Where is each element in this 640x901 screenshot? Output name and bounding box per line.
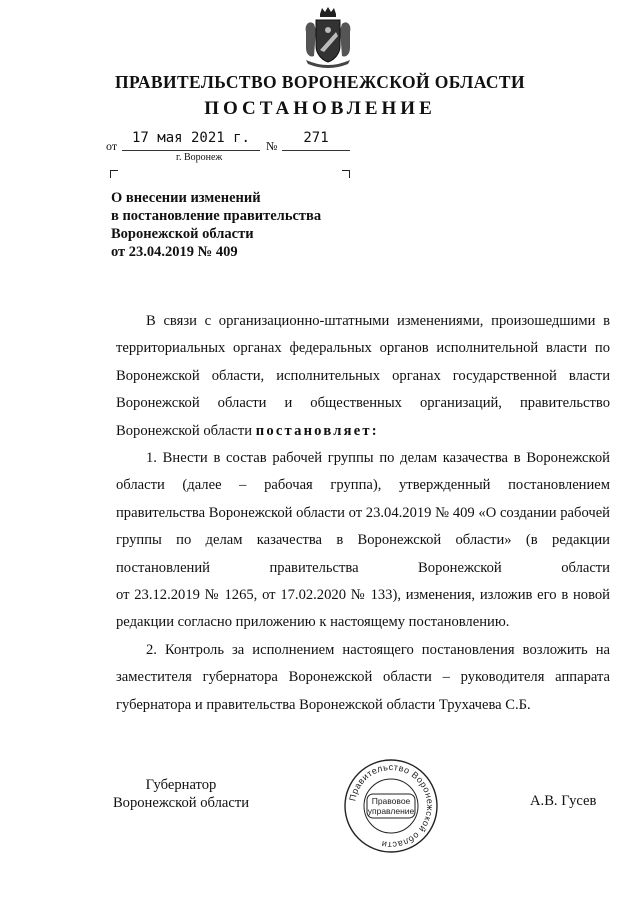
signatory-position-line-1: Губернатор	[145, 777, 217, 793]
signatory-position-line-2: Воронежской области	[112, 795, 250, 811]
official-seal-icon	[343, 758, 439, 854]
city-label: г. Воронеж	[176, 152, 223, 163]
right-corner-mark	[342, 170, 350, 178]
subject-line-2: в постановление правительства	[111, 208, 322, 224]
resolves-word: постановляет:	[255, 422, 379, 439]
document-number: 271	[303, 130, 329, 146]
date-from-label: от	[106, 139, 118, 153]
coat-of-arms-icon	[300, 6, 356, 72]
number-label: №	[266, 139, 278, 153]
signatory-name: А.В. Гусев	[530, 793, 597, 809]
subject-line-3: Воронежской области	[111, 226, 254, 242]
subject-line-1: О внесении изменений	[111, 190, 261, 206]
seal-inner-line-2: управление	[367, 806, 415, 816]
document-date: 17 мая 2021 г.	[131, 130, 250, 146]
preamble-paragraph	[116, 308, 610, 445]
preamble-text: В связи с организационно-штатными изменениями, произошедшими в территориальных органах федеральных органов исполнительной власти по Воронежской области, исполнительных органах государственной власти Воронежской области и общественных организаций, правительство Воронежской области	[116, 313, 610, 439]
subject-line-4: от 23.04.2019 № 409	[111, 244, 238, 260]
number-underline	[282, 150, 350, 151]
organization-title: ПРАВИТЕЛЬСТВО ВОРОНЕЖСКОЙ ОБЛАСТИ	[114, 72, 526, 92]
document-subject	[111, 189, 321, 261]
seal-outer-text: Правительство Воронежской области	[347, 761, 436, 851]
item-1-paragraph: 1. Внести в состав рабочей группы по делам казачества в Воронежской области (далее – рабочая группа), утвержденный постановлением правительства Воронежской области от 23.04.2019 № 409 «О создании рабочей группы по делам казачества в Воронежской области» (в редакции постановлений правительства Воронежской области	[116, 450, 610, 576]
document-body	[116, 308, 610, 719]
item-2-paragraph: 2. Контроль за исполнением настоящего постановления возложить на заместителя губернатора Воронежской области – руководителя аппарата губернатора и правительства Воронежской области Трухачева С.Б.	[116, 641, 610, 713]
left-corner-mark	[110, 170, 118, 178]
document-type: ПОСТАНОВЛЕНИЕ	[204, 98, 436, 119]
item-1-continuation: от 23.12.2019 № 1265, от 17.02.2020 № 133), изменения, изложив его в новой редакции согласно приложению к настоящему постановлению.	[116, 587, 610, 631]
signatory-position	[106, 776, 256, 812]
seal-inner-line-1: Правовое	[371, 796, 411, 806]
date-underline	[122, 150, 260, 151]
